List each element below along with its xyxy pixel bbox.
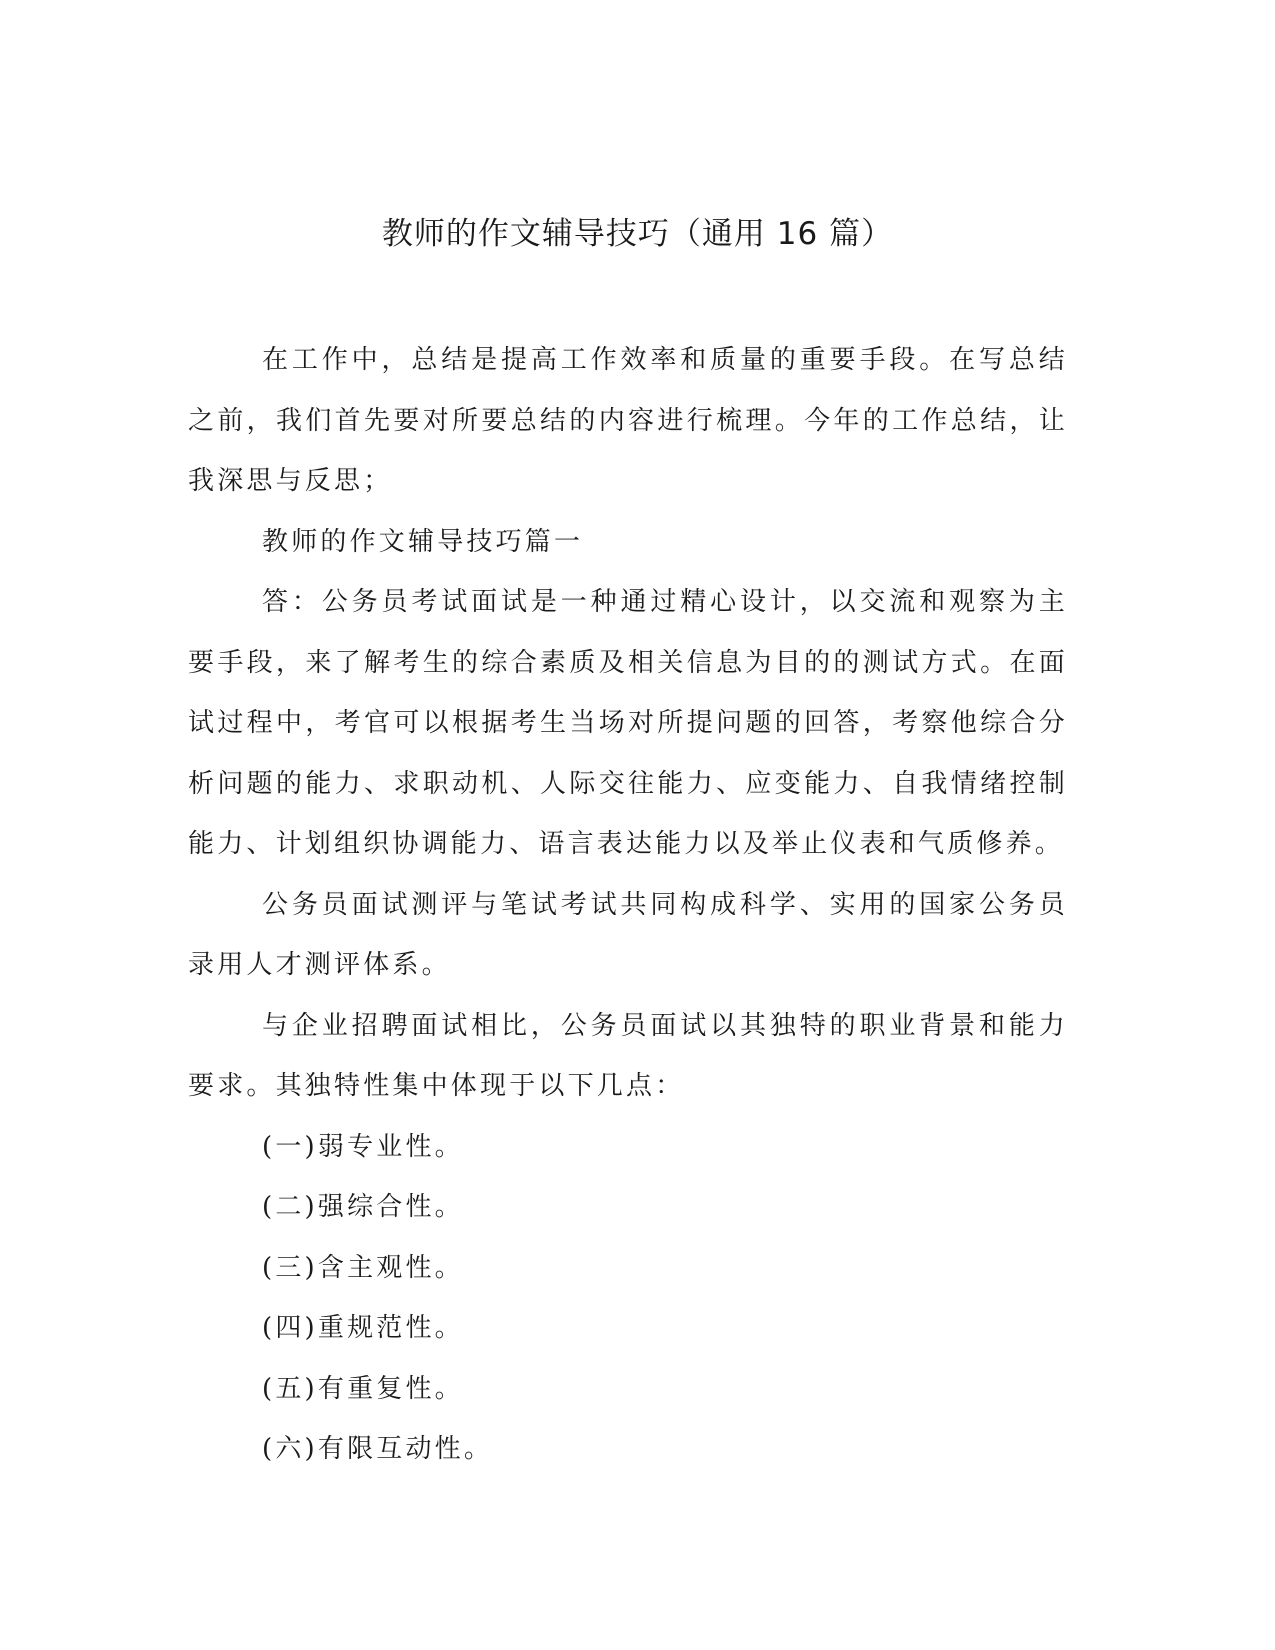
list-item: (四)重规范性。 [262, 1313, 464, 1343]
list-item: (二)强综合性。 [262, 1192, 464, 1222]
paragraph-intro: 在工作中，总结是提高工作效率和质量的重要手段。在写总结之前，我们首先要对所要总结的内容进行梳理。今年的工作总结，让我深思与反思； [188, 345, 1068, 496]
paragraph-system: 公务员面试测评与笔试考试共同构成科学、实用的国家公务员录用人才测评体系。 [188, 889, 1068, 980]
list-item: (六)有限互动性。 [262, 1434, 494, 1464]
paragraph-answer: 答：公务员考试面试是一种通过精心设计，以交流和观察为主要手段，来了解考生的综合素质及相关信息为目的的测试方式。在面试过程中，考官可以根据考生当场对所提问题的回答，考察他综合分析问题的能力、求职动机、人际交往能力、应变能力、自我情绪控制能力、计划组织协调能力、语言表达能力以及举止仪表和气质修养。 [188, 587, 1068, 859]
paragraph-comparison: 与企业招聘面试相比，公务员面试以其独特的职业背景和能力要求。其独特性集中体现于以下几点： [188, 1010, 1068, 1101]
section-heading: 教师的作文辅导技巧篇一 [262, 526, 584, 557]
list-item: (五)有重复性。 [262, 1373, 464, 1404]
list-item: (三)含主观性。 [262, 1252, 464, 1283]
document-title: 教师的作文辅导技巧（通用 16 篇） [381, 216, 894, 252]
document-body [188, 330, 1068, 1480]
list-item: (一)弱专业性。 [262, 1131, 464, 1162]
